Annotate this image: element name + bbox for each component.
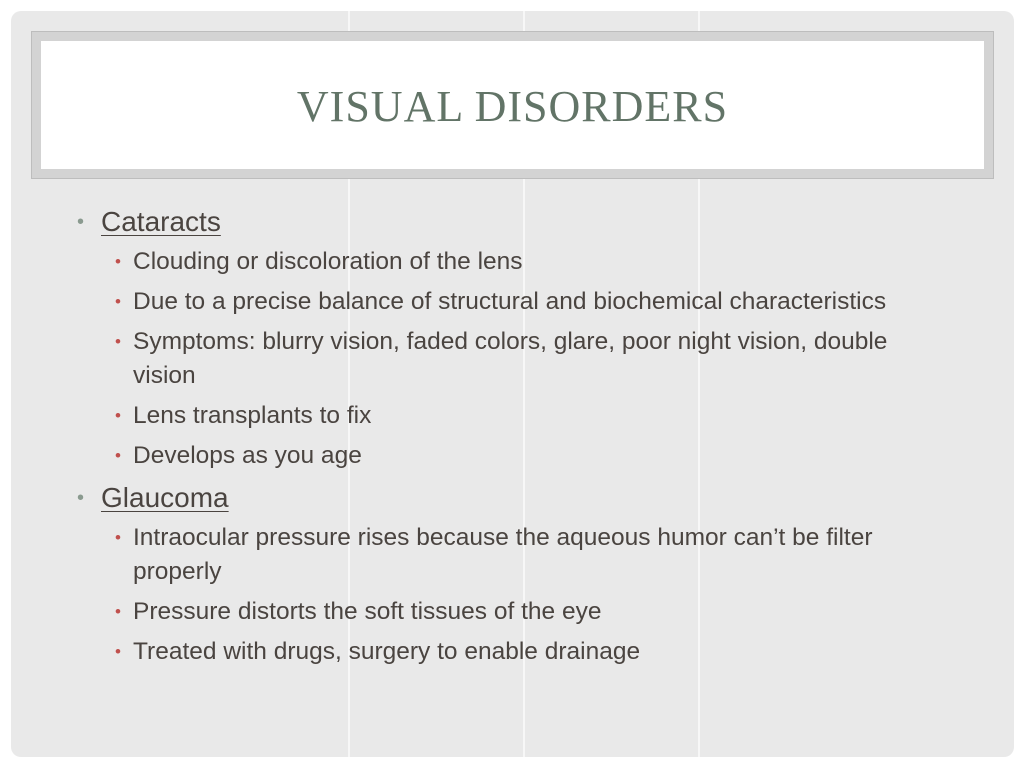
sub-bullet (73, 521, 933, 589)
sub-bullet (73, 325, 933, 393)
bullet-icon: • (115, 446, 121, 465)
title-box (41, 41, 984, 169)
sub-bullet-text: Lens transplants to fix (133, 402, 372, 429)
bullet-icon: • (115, 528, 121, 547)
sub-bullet-text: Treated with drugs, surgery to enable drainage (133, 638, 641, 665)
slide-content (73, 205, 973, 669)
bullet-icon: • (115, 642, 121, 661)
slide-title: VISUAL DISORDERS (296, 82, 729, 131)
bullet-icon: • (115, 252, 121, 271)
bullet-glaucoma (73, 481, 973, 515)
title-frame (31, 31, 994, 179)
sub-bullet-text: Pressure distorts the soft tissues of the eye (133, 598, 602, 625)
bullet-label: Cataracts (101, 206, 221, 237)
bullet-icon: • (115, 602, 121, 621)
bullet-icon: • (115, 406, 121, 425)
bullet-icon: • (115, 292, 121, 311)
sub-bullet (73, 399, 933, 433)
bullet-icon: • (77, 487, 85, 509)
sub-bullet (73, 439, 933, 473)
sub-bullet (73, 635, 933, 669)
slide (11, 11, 1014, 757)
bullet-label: Glaucoma (101, 482, 229, 513)
sub-bullet (73, 285, 933, 319)
bullet-icon: • (77, 211, 85, 233)
sub-bullet-text: Intraocular pressure rises because the aqueous humor can’t be filter properly (133, 524, 873, 585)
sub-bullet (73, 245, 933, 279)
bullet-icon: • (115, 332, 121, 351)
sub-bullet-text: Develops as you age (133, 442, 362, 469)
sub-bullet (73, 595, 933, 629)
bullet-cataracts (73, 205, 973, 239)
sub-bullet-text: Clouding or discoloration of the lens (133, 248, 523, 275)
sub-bullet-text: Due to a precise balance of structural and biochemical characteristics (133, 288, 887, 315)
sub-bullet-text: Symptoms: blurry vision, faded colors, glare, poor night vision, double vision (133, 328, 888, 389)
